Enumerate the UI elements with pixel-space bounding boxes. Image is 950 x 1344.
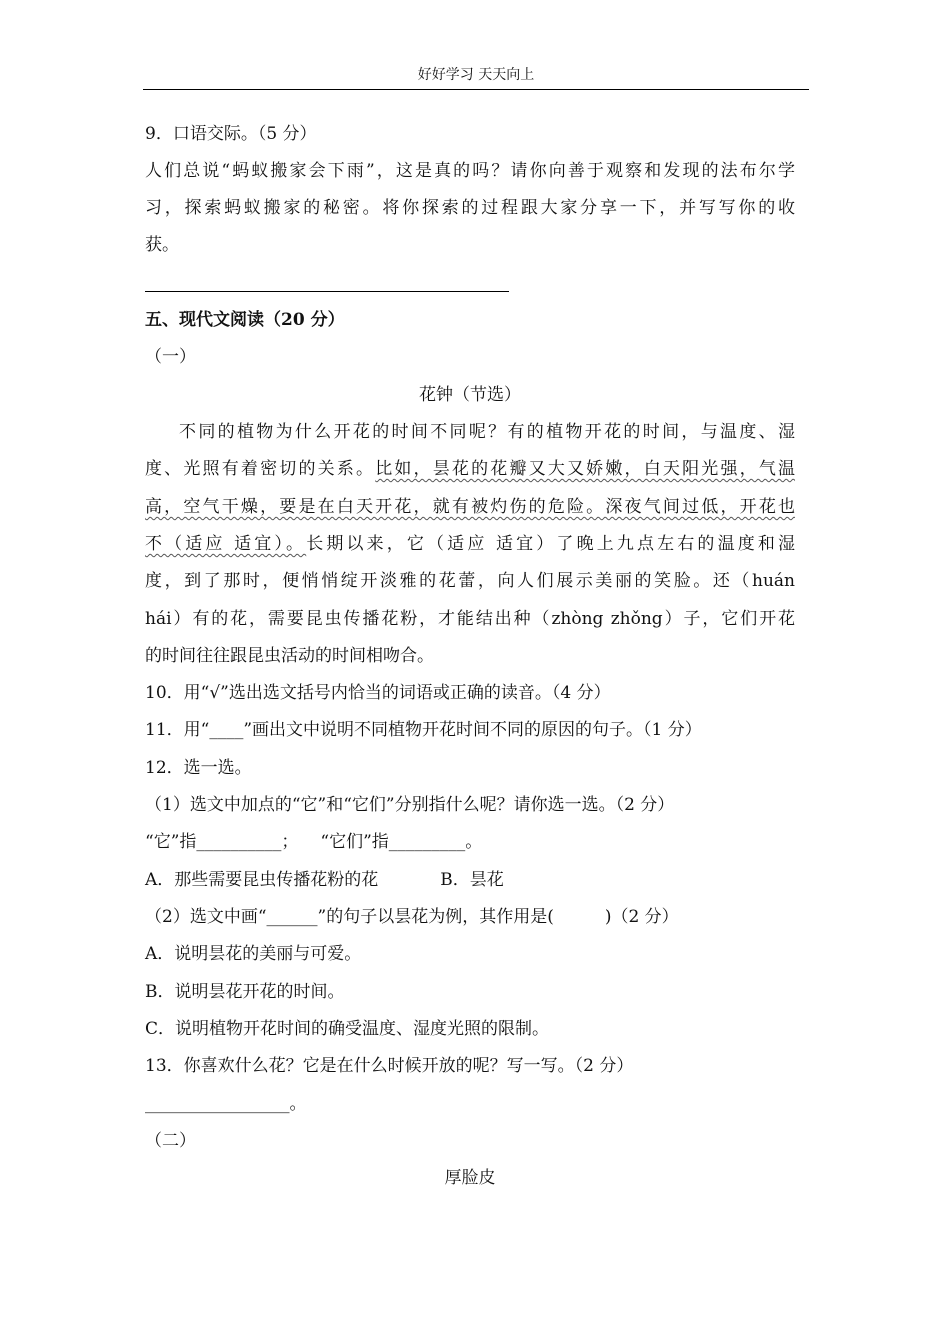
section-5-title: 五、现代文阅读（20 分） xyxy=(145,310,345,330)
passage-1-line-7: 的时间往往跟昆虫活动的时间相吻合。 xyxy=(145,646,434,666)
question-9-line-2: 习，探索蚂蚁搬家的秘密。将你探索的过程跟大家分享一下，并写写你的收 xyxy=(145,198,795,218)
page-header: 好好学习 天天向上 xyxy=(417,67,535,83)
question-11: 11．用“____”画出文中说明不同植物开花时间不同的原因的句子。（1 分） xyxy=(145,720,702,740)
blank-it[interactable]: “它”指__________； xyxy=(145,832,299,852)
passage-1-line-4-plain: 长期以来，它（适应 适宜）了晚上九点左右的温度和湿 xyxy=(306,534,795,554)
option-a: A．那些需要昆虫传播花粉的花 xyxy=(145,870,379,890)
passage-1-line-6: hái）有的花，需要昆虫传播花粉，才能结出种（zhòng zhǒng）子，它们开花 xyxy=(145,609,795,629)
question-9-title: 9．口语交际。（5 分） xyxy=(145,124,317,144)
passage-1-line-3: 高，空气干燥，要是在白天开花，就有被灼伤的危险。深夜气间过低，开花也 xyxy=(145,497,795,517)
question-12-sub-1: （1）选文中加点的“它”和“它们”分别指什么呢？请你选一选。（2 分） xyxy=(145,795,675,815)
choice-c: C．说明植物开花时间的确受温度、湿度光照的限制。 xyxy=(145,1019,550,1039)
wavy-underlined-sentence-end: 不（适应 适宜）。 xyxy=(145,534,307,554)
header-divider xyxy=(143,89,809,90)
question-12-title: 12．选一选。 xyxy=(145,758,252,778)
question-12-sub-2: （2）选文中画“______”的句子以昙花为例，其作用是( )（2 分） xyxy=(145,907,679,927)
question-13-answer-blank[interactable]: _________________。 xyxy=(145,1094,307,1114)
passage-1-line-1: 不同的植物为什么开花的时间不同呢？有的植物开花的时间，与温度、湿 xyxy=(179,422,795,442)
passage-1-line-2 xyxy=(145,458,795,480)
passage-1-line-5: 度，到了那时，便悄悄绽开淡雅的花蕾，向人们展示美丽的笑脸。还（huán xyxy=(145,571,795,591)
passage-2-title: 厚脸皮 xyxy=(444,1168,496,1188)
choice-a: A．说明昙花的美丽与可爱。 xyxy=(145,944,362,964)
part-1-label: （一） xyxy=(145,347,196,367)
question-10: 10．用“√”选出选文括号内恰当的词语或正确的读音。（4 分） xyxy=(145,683,611,703)
answer-line xyxy=(145,291,509,292)
question-12-options xyxy=(145,869,504,891)
wavy-underlined-sentence-start: 比如，昙花的花瓣又大又娇嫩，白天阳光强，气温 xyxy=(375,459,796,479)
question-12-blank-line xyxy=(145,831,482,853)
passage-1-line-4 xyxy=(145,533,795,555)
question-13: 13．你喜欢什么花？它是在什么时候开放的呢？写一写。（2 分） xyxy=(145,1056,634,1076)
passage-1-title: 花钟（节选） xyxy=(419,385,521,405)
part-2-label: （二） xyxy=(145,1131,196,1151)
blank-they[interactable]: “它们”指_________。 xyxy=(320,832,483,852)
question-9-line-3: 获。 xyxy=(145,235,179,255)
question-9-line-1: 人们总说“蚂蚁搬家会下雨”，这是真的吗？请你向善于观察和发现的法布尔学 xyxy=(145,161,795,181)
option-b: B．昙花 xyxy=(440,870,504,890)
choice-b: B．说明昙花开花的时间。 xyxy=(145,982,345,1002)
passage-1-line-2-plain: 度、光照有着密切的关系。 xyxy=(145,459,376,479)
